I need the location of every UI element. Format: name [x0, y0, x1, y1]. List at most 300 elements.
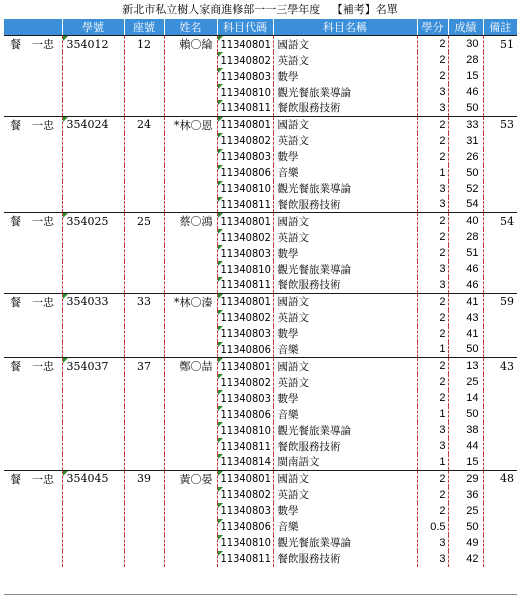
note-cell[interactable]: 53 — [483, 116, 517, 133]
subject-name-cell[interactable]: 國語文 — [273, 36, 417, 53]
score-cell[interactable]: 50 — [448, 100, 483, 116]
subject-code-cell[interactable]: 11340801 — [217, 470, 273, 487]
credit-cell[interactable]: 1 — [417, 342, 448, 358]
class-cell[interactable] — [4, 326, 62, 342]
class-cell[interactable] — [4, 165, 62, 181]
note-cell[interactable] — [483, 487, 517, 503]
note-cell[interactable] — [483, 181, 517, 197]
seat-cell[interactable]: 37 — [124, 358, 164, 375]
student-id-cell[interactable] — [62, 487, 124, 503]
score-cell[interactable]: 46 — [448, 277, 483, 293]
subject-name-cell[interactable]: 英語文 — [273, 487, 417, 503]
seat-cell[interactable] — [124, 229, 164, 245]
note-cell[interactable] — [483, 133, 517, 149]
subject-name-cell[interactable]: 國語文 — [273, 116, 417, 133]
seat-cell[interactable] — [124, 261, 164, 277]
student-id-cell[interactable] — [62, 438, 124, 454]
score-cell[interactable]: 44 — [448, 438, 483, 454]
score-cell[interactable]: 25 — [448, 503, 483, 519]
name-cell[interactable] — [164, 277, 217, 293]
seat-cell[interactable] — [124, 197, 164, 213]
subject-name-cell[interactable]: 觀光餐旅業導論 — [273, 422, 417, 438]
score-cell[interactable]: 41 — [448, 293, 483, 310]
seat-cell[interactable] — [124, 277, 164, 293]
subject-code-cell[interactable]: 11340814 — [217, 454, 273, 470]
note-cell[interactable] — [483, 438, 517, 454]
subject-code-cell[interactable]: 11340801 — [217, 358, 273, 375]
note-cell[interactable] — [483, 535, 517, 551]
class-cell[interactable] — [4, 551, 62, 567]
score-cell[interactable]: 49 — [448, 535, 483, 551]
name-cell[interactable] — [164, 165, 217, 181]
class-cell[interactable]: 餐 一忠 — [4, 213, 62, 230]
class-cell[interactable] — [4, 229, 62, 245]
header-name[interactable]: 姓名 — [164, 19, 217, 36]
student-id-cell[interactable] — [62, 535, 124, 551]
credit-cell[interactable]: 1 — [417, 454, 448, 470]
score-cell[interactable]: 29 — [448, 470, 483, 487]
class-cell[interactable] — [4, 454, 62, 470]
note-cell[interactable] — [483, 100, 517, 116]
score-cell[interactable]: 42 — [448, 551, 483, 567]
subject-code-cell[interactable]: 11340811 — [217, 197, 273, 213]
subject-code-cell[interactable]: 11340810 — [217, 535, 273, 551]
score-cell[interactable]: 50 — [448, 342, 483, 358]
header-subject-name[interactable]: 科目名稱 — [273, 19, 417, 36]
class-cell[interactable] — [4, 390, 62, 406]
subject-name-cell[interactable]: 餐飲服務技術 — [273, 551, 417, 567]
seat-cell[interactable]: 24 — [124, 116, 164, 133]
credit-cell[interactable]: 2 — [417, 326, 448, 342]
class-cell[interactable] — [4, 245, 62, 261]
name-cell[interactable] — [164, 438, 217, 454]
subject-code-cell[interactable]: 11340802 — [217, 487, 273, 503]
score-cell[interactable]: 41 — [448, 326, 483, 342]
name-cell[interactable] — [164, 133, 217, 149]
seat-cell[interactable] — [124, 519, 164, 535]
score-cell[interactable]: 15 — [448, 68, 483, 84]
subject-code-cell[interactable]: 11340803 — [217, 245, 273, 261]
student-id-cell[interactable]: 354012 — [62, 36, 124, 53]
student-id-cell[interactable] — [62, 100, 124, 116]
credit-cell[interactable]: 2 — [417, 310, 448, 326]
subject-name-cell[interactable]: 餐飲服務技術 — [273, 100, 417, 116]
student-id-cell[interactable] — [62, 390, 124, 406]
credit-cell[interactable]: 3 — [417, 422, 448, 438]
class-cell[interactable] — [4, 535, 62, 551]
credit-cell[interactable]: 2 — [417, 213, 448, 230]
note-cell[interactable] — [483, 84, 517, 100]
student-id-cell[interactable] — [62, 165, 124, 181]
credit-cell[interactable]: 2 — [417, 133, 448, 149]
student-id-cell[interactable] — [62, 68, 124, 84]
class-cell[interactable]: 餐 一忠 — [4, 470, 62, 487]
seat-cell[interactable] — [124, 84, 164, 100]
score-cell[interactable]: 28 — [448, 52, 483, 68]
student-id-cell[interactable] — [62, 181, 124, 197]
student-id-cell[interactable] — [62, 422, 124, 438]
class-cell[interactable] — [4, 100, 62, 116]
credit-cell[interactable]: 2 — [417, 36, 448, 53]
class-cell[interactable] — [4, 68, 62, 84]
subject-code-cell[interactable]: 11340811 — [217, 551, 273, 567]
seat-cell[interactable] — [124, 133, 164, 149]
class-cell[interactable] — [4, 181, 62, 197]
score-cell[interactable]: 30 — [448, 36, 483, 53]
subject-code-cell[interactable]: 11340802 — [217, 229, 273, 245]
score-cell[interactable]: 50 — [448, 165, 483, 181]
score-cell[interactable]: 46 — [448, 261, 483, 277]
note-cell[interactable] — [483, 277, 517, 293]
student-id-cell[interactable] — [62, 229, 124, 245]
seat-cell[interactable] — [124, 326, 164, 342]
student-id-cell[interactable] — [62, 342, 124, 358]
seat-cell[interactable]: 25 — [124, 213, 164, 230]
note-cell[interactable] — [483, 422, 517, 438]
note-cell[interactable]: 54 — [483, 213, 517, 230]
subject-name-cell[interactable]: 音樂 — [273, 406, 417, 422]
seat-cell[interactable] — [124, 100, 164, 116]
class-cell[interactable] — [4, 342, 62, 358]
subject-name-cell[interactable]: 音樂 — [273, 342, 417, 358]
credit-cell[interactable]: 3 — [417, 261, 448, 277]
name-cell[interactable]: 蔡〇鴻 — [164, 213, 217, 230]
name-cell[interactable] — [164, 245, 217, 261]
subject-name-cell[interactable]: 英語文 — [273, 229, 417, 245]
seat-cell[interactable] — [124, 181, 164, 197]
credit-cell[interactable]: 2 — [417, 470, 448, 487]
student-id-cell[interactable] — [62, 149, 124, 165]
subject-name-cell[interactable]: 英語文 — [273, 310, 417, 326]
seat-cell[interactable] — [124, 245, 164, 261]
header-score[interactable]: 成績 — [448, 19, 483, 36]
note-cell[interactable]: 48 — [483, 470, 517, 487]
note-cell[interactable]: 43 — [483, 358, 517, 375]
credit-cell[interactable]: 2 — [417, 293, 448, 310]
class-cell[interactable] — [4, 149, 62, 165]
subject-name-cell[interactable]: 國語文 — [273, 358, 417, 375]
seat-cell[interactable]: 33 — [124, 293, 164, 310]
credit-cell[interactable]: 3 — [417, 181, 448, 197]
header-subject-code[interactable]: 科目代碼 — [217, 19, 273, 36]
seat-cell[interactable] — [124, 438, 164, 454]
credit-cell[interactable]: 2 — [417, 358, 448, 375]
credit-cell[interactable]: 2 — [417, 245, 448, 261]
class-cell[interactable] — [4, 422, 62, 438]
seat-cell[interactable] — [124, 374, 164, 390]
subject-name-cell[interactable]: 國語文 — [273, 293, 417, 310]
credit-cell[interactable]: 2 — [417, 503, 448, 519]
subject-name-cell[interactable]: 數學 — [273, 68, 417, 84]
credit-cell[interactable]: 2 — [417, 68, 448, 84]
note-cell[interactable] — [483, 374, 517, 390]
score-cell[interactable]: 51 — [448, 245, 483, 261]
name-cell[interactable] — [164, 454, 217, 470]
name-cell[interactable]: *林〇溱 — [164, 293, 217, 310]
subject-name-cell[interactable]: 數學 — [273, 149, 417, 165]
class-cell[interactable] — [4, 197, 62, 213]
note-cell[interactable]: 51 — [483, 36, 517, 53]
subject-name-cell[interactable]: 餐飲服務技術 — [273, 438, 417, 454]
score-cell[interactable]: 50 — [448, 406, 483, 422]
name-cell[interactable] — [164, 84, 217, 100]
class-cell[interactable]: 餐 一忠 — [4, 358, 62, 375]
subject-name-cell[interactable]: 觀光餐旅業導論 — [273, 535, 417, 551]
subject-code-cell[interactable]: 11340803 — [217, 503, 273, 519]
class-cell[interactable] — [4, 503, 62, 519]
class-cell[interactable] — [4, 374, 62, 390]
note-cell[interactable] — [483, 519, 517, 535]
name-cell[interactable] — [164, 197, 217, 213]
class-cell[interactable] — [4, 261, 62, 277]
name-cell[interactable] — [164, 519, 217, 535]
credit-cell[interactable]: 2 — [417, 374, 448, 390]
subject-name-cell[interactable]: 數學 — [273, 245, 417, 261]
student-id-cell[interactable]: 354025 — [62, 213, 124, 230]
student-id-cell[interactable] — [62, 503, 124, 519]
seat-cell[interactable] — [124, 551, 164, 567]
header-credit[interactable]: 學分 — [417, 19, 448, 36]
class-cell[interactable] — [4, 487, 62, 503]
credit-cell[interactable]: 3 — [417, 84, 448, 100]
subject-code-cell[interactable]: 11340801 — [217, 213, 273, 230]
score-cell[interactable]: 36 — [448, 487, 483, 503]
seat-cell[interactable] — [124, 342, 164, 358]
name-cell[interactable] — [164, 181, 217, 197]
subject-code-cell[interactable]: 11340810 — [217, 261, 273, 277]
subject-code-cell[interactable]: 11340801 — [217, 293, 273, 310]
name-cell[interactable] — [164, 487, 217, 503]
subject-code-cell[interactable]: 11340801 — [217, 36, 273, 53]
student-id-cell[interactable] — [62, 52, 124, 68]
seat-cell[interactable] — [124, 310, 164, 326]
subject-name-cell[interactable]: 國語文 — [273, 470, 417, 487]
header-class[interactable] — [4, 19, 62, 36]
subject-name-cell[interactable]: 音樂 — [273, 165, 417, 181]
subject-code-cell[interactable]: 11340806 — [217, 342, 273, 358]
name-cell[interactable]: 鄭〇喆 — [164, 358, 217, 375]
header-seat[interactable]: 座號 — [124, 19, 164, 36]
name-cell[interactable] — [164, 374, 217, 390]
note-cell[interactable] — [483, 261, 517, 277]
name-cell[interactable]: 黃〇晏 — [164, 470, 217, 487]
seat-cell[interactable] — [124, 68, 164, 84]
seat-cell[interactable]: 39 — [124, 470, 164, 487]
score-cell[interactable]: 54 — [448, 197, 483, 213]
score-cell[interactable]: 26 — [448, 149, 483, 165]
subject-name-cell[interactable]: 數學 — [273, 326, 417, 342]
subject-code-cell[interactable]: 11340802 — [217, 310, 273, 326]
class-cell[interactable] — [4, 52, 62, 68]
seat-cell[interactable] — [124, 454, 164, 470]
credit-cell[interactable]: 1 — [417, 406, 448, 422]
name-cell[interactable] — [164, 535, 217, 551]
subject-code-cell[interactable]: 11340802 — [217, 52, 273, 68]
class-cell[interactable] — [4, 84, 62, 100]
subject-code-cell[interactable]: 11340806 — [217, 519, 273, 535]
subject-code-cell[interactable]: 11340810 — [217, 181, 273, 197]
class-cell[interactable]: 餐 一忠 — [4, 293, 62, 310]
score-cell[interactable]: 25 — [448, 374, 483, 390]
score-cell[interactable]: 33 — [448, 116, 483, 133]
name-cell[interactable] — [164, 326, 217, 342]
seat-cell[interactable] — [124, 52, 164, 68]
student-id-cell[interactable] — [62, 374, 124, 390]
subject-code-cell[interactable]: 11340803 — [217, 68, 273, 84]
note-cell[interactable] — [483, 503, 517, 519]
credit-cell[interactable]: 2 — [417, 390, 448, 406]
header-student-id[interactable]: 學號 — [62, 19, 124, 36]
class-cell[interactable]: 餐 一忠 — [4, 36, 62, 53]
name-cell[interactable] — [164, 149, 217, 165]
subject-name-cell[interactable]: 數學 — [273, 390, 417, 406]
subject-code-cell[interactable]: 11340810 — [217, 84, 273, 100]
seat-cell[interactable] — [124, 406, 164, 422]
note-cell[interactable] — [483, 245, 517, 261]
note-cell[interactable] — [483, 310, 517, 326]
student-id-cell[interactable] — [62, 261, 124, 277]
name-cell[interactable] — [164, 52, 217, 68]
note-cell[interactable] — [483, 326, 517, 342]
name-cell[interactable] — [164, 261, 217, 277]
note-cell[interactable] — [483, 551, 517, 567]
seat-cell[interactable] — [124, 390, 164, 406]
credit-cell[interactable]: 3 — [417, 277, 448, 293]
note-cell[interactable] — [483, 68, 517, 84]
credit-cell[interactable]: 3 — [417, 438, 448, 454]
subject-code-cell[interactable]: 11340806 — [217, 406, 273, 422]
student-id-cell[interactable] — [62, 277, 124, 293]
subject-code-cell[interactable]: 11340801 — [217, 116, 273, 133]
seat-cell[interactable]: 12 — [124, 36, 164, 53]
note-cell[interactable] — [483, 229, 517, 245]
credit-cell[interactable]: 2 — [417, 487, 448, 503]
student-id-cell[interactable]: 354037 — [62, 358, 124, 375]
credit-cell[interactable]: 2 — [417, 116, 448, 133]
name-cell[interactable]: *林〇恩 — [164, 116, 217, 133]
credit-cell[interactable]: 3 — [417, 551, 448, 567]
student-id-cell[interactable] — [62, 406, 124, 422]
seat-cell[interactable] — [124, 535, 164, 551]
subject-code-cell[interactable]: 11340803 — [217, 326, 273, 342]
subject-code-cell[interactable]: 11340802 — [217, 374, 273, 390]
note-cell[interactable] — [483, 390, 517, 406]
class-cell[interactable]: 餐 一忠 — [4, 116, 62, 133]
name-cell[interactable]: 賴〇綸 — [164, 36, 217, 53]
class-cell[interactable] — [4, 406, 62, 422]
subject-code-cell[interactable]: 11340802 — [217, 133, 273, 149]
subject-name-cell[interactable]: 觀光餐旅業導論 — [273, 261, 417, 277]
subject-name-cell[interactable]: 觀光餐旅業導論 — [273, 84, 417, 100]
student-id-cell[interactable]: 354045 — [62, 470, 124, 487]
note-cell[interactable] — [483, 197, 517, 213]
class-cell[interactable] — [4, 310, 62, 326]
seat-cell[interactable] — [124, 165, 164, 181]
class-cell[interactable] — [4, 277, 62, 293]
subject-name-cell[interactable]: 英語文 — [273, 133, 417, 149]
note-cell[interactable] — [483, 165, 517, 181]
note-cell[interactable] — [483, 342, 517, 358]
note-cell[interactable]: 59 — [483, 293, 517, 310]
seat-cell[interactable] — [124, 149, 164, 165]
subject-name-cell[interactable]: 英語文 — [273, 52, 417, 68]
note-cell[interactable] — [483, 149, 517, 165]
seat-cell[interactable] — [124, 422, 164, 438]
subject-name-cell[interactable]: 餐飲服務技術 — [273, 197, 417, 213]
credit-cell[interactable]: 2 — [417, 52, 448, 68]
score-cell[interactable]: 31 — [448, 133, 483, 149]
subject-code-cell[interactable]: 11340803 — [217, 149, 273, 165]
score-cell[interactable]: 50 — [448, 519, 483, 535]
name-cell[interactable] — [164, 229, 217, 245]
credit-cell[interactable]: 2 — [417, 229, 448, 245]
subject-name-cell[interactable]: 閩南語文 — [273, 454, 417, 470]
seat-cell[interactable] — [124, 503, 164, 519]
student-id-cell[interactable] — [62, 310, 124, 326]
student-id-cell[interactable] — [62, 133, 124, 149]
student-id-cell[interactable] — [62, 326, 124, 342]
name-cell[interactable] — [164, 68, 217, 84]
credit-cell[interactable]: 3 — [417, 535, 448, 551]
credit-cell[interactable]: 0.5 — [417, 519, 448, 535]
name-cell[interactable] — [164, 342, 217, 358]
subject-name-cell[interactable]: 數學 — [273, 503, 417, 519]
credit-cell[interactable]: 3 — [417, 100, 448, 116]
credit-cell[interactable]: 3 — [417, 197, 448, 213]
score-cell[interactable]: 43 — [448, 310, 483, 326]
score-cell[interactable]: 28 — [448, 229, 483, 245]
subject-name-cell[interactable]: 觀光餐旅業導論 — [273, 181, 417, 197]
score-cell[interactable]: 15 — [448, 454, 483, 470]
subject-code-cell[interactable]: 11340811 — [217, 438, 273, 454]
subject-name-cell[interactable]: 餐飲服務技術 — [273, 277, 417, 293]
name-cell[interactable] — [164, 503, 217, 519]
student-id-cell[interactable] — [62, 519, 124, 535]
subject-code-cell[interactable]: 11340803 — [217, 390, 273, 406]
class-cell[interactable] — [4, 438, 62, 454]
subject-name-cell[interactable]: 國語文 — [273, 213, 417, 230]
subject-code-cell[interactable]: 11340806 — [217, 165, 273, 181]
name-cell[interactable] — [164, 551, 217, 567]
subject-code-cell[interactable]: 11340811 — [217, 100, 273, 116]
student-id-cell[interactable]: 354033 — [62, 293, 124, 310]
subject-name-cell[interactable]: 英語文 — [273, 374, 417, 390]
subject-name-cell[interactable]: 音樂 — [273, 519, 417, 535]
student-id-cell[interactable] — [62, 197, 124, 213]
score-cell[interactable]: 46 — [448, 84, 483, 100]
subject-code-cell[interactable]: 11340810 — [217, 422, 273, 438]
note-cell[interactable] — [483, 406, 517, 422]
student-id-cell[interactable]: 354024 — [62, 116, 124, 133]
name-cell[interactable] — [164, 422, 217, 438]
note-cell[interactable] — [483, 52, 517, 68]
student-id-cell[interactable] — [62, 245, 124, 261]
name-cell[interactable] — [164, 310, 217, 326]
class-cell[interactable] — [4, 519, 62, 535]
name-cell[interactable] — [164, 390, 217, 406]
score-cell[interactable]: 14 — [448, 390, 483, 406]
student-id-cell[interactable] — [62, 84, 124, 100]
header-note[interactable]: 備註 — [483, 19, 517, 36]
credit-cell[interactable]: 2 — [417, 149, 448, 165]
score-cell[interactable]: 38 — [448, 422, 483, 438]
class-cell[interactable] — [4, 133, 62, 149]
score-cell[interactable]: 40 — [448, 213, 483, 230]
student-id-cell[interactable] — [62, 454, 124, 470]
credit-cell[interactable]: 1 — [417, 165, 448, 181]
score-cell[interactable]: 13 — [448, 358, 483, 375]
student-id-cell[interactable] — [62, 551, 124, 567]
